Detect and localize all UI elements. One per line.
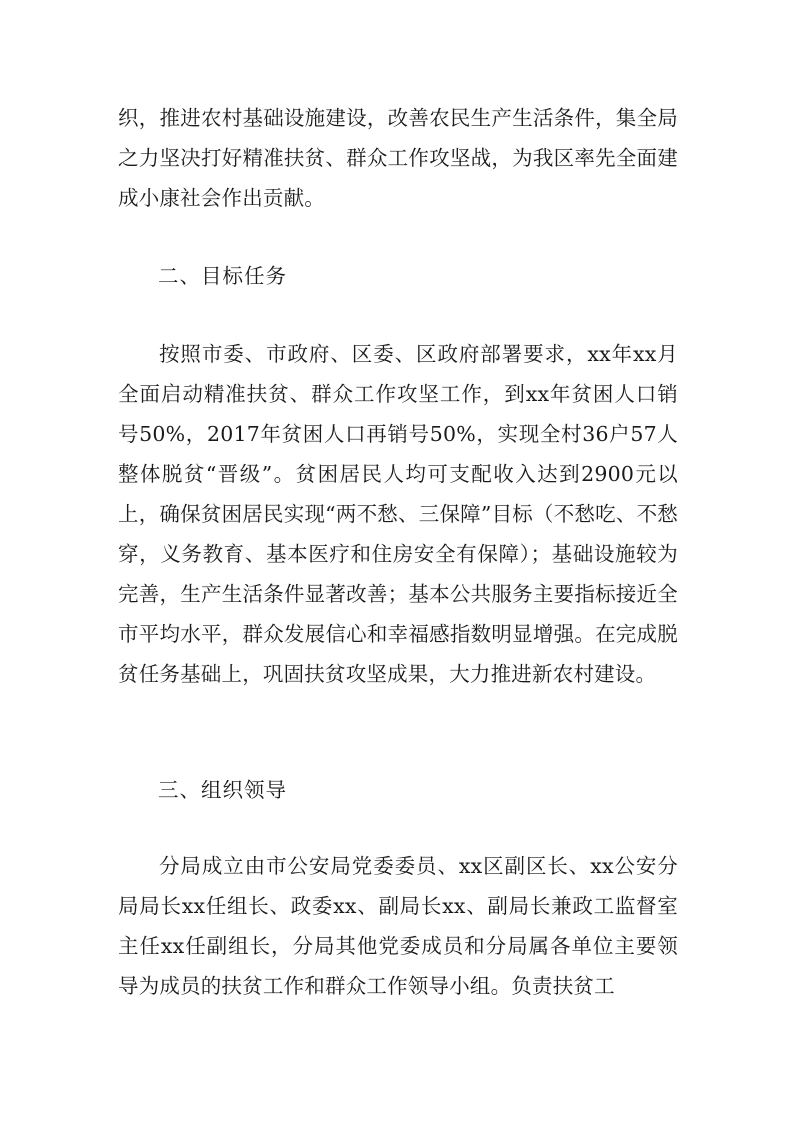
section-heading-leadership: 三、组织领导 — [158, 778, 287, 802]
body-paragraph-goals: 按照市委、市政府、区委、区政府部署要求，xx年xx月全面启动精准扶贫、群众工作攻坚工作，到xx年贫困人口销号50%，2017年贫困人口再销号50%，实现全村36户57人整体脱贫“晋级”。贫困居民人均可支配收入达到2900元以上，确保贫困居民实现“两不愁、三保障”目标（不愁吃、不愁穿，义务教育、基本医疗和住房安全有保障）；基础设施较为完善，生产生活条件显著改善；基本公共服务主要指标接近全市平均水平，群众发展信心和幸福感指数明显增强。在完成脱贫任务基础上，巩固扶贫攻坚成果，大力推进新农村建设。 — [118, 342, 678, 686]
body-paragraph-intro-continuation: 织，推进农村基础设施建设，改善农民生产生活条件，集全局之力坚决打好精准扶贫、群众工作攻坚战，为我区率先全面建成小康社会作出贡献。 — [118, 106, 678, 210]
body-paragraph-leadership: 分局成立由市公安局党委委员、xx区副区长、xx公安分局局长xx任组长、政委xx、副局长xx、副局长兼政工监督室主任xx任副组长，分局其他党委成员和分局属各单位主要领导为成员的扶贫工作和群众工作领导小组。负责扶贫工 — [118, 854, 678, 998]
section-heading-goals: 二、目标任务 — [158, 264, 287, 288]
